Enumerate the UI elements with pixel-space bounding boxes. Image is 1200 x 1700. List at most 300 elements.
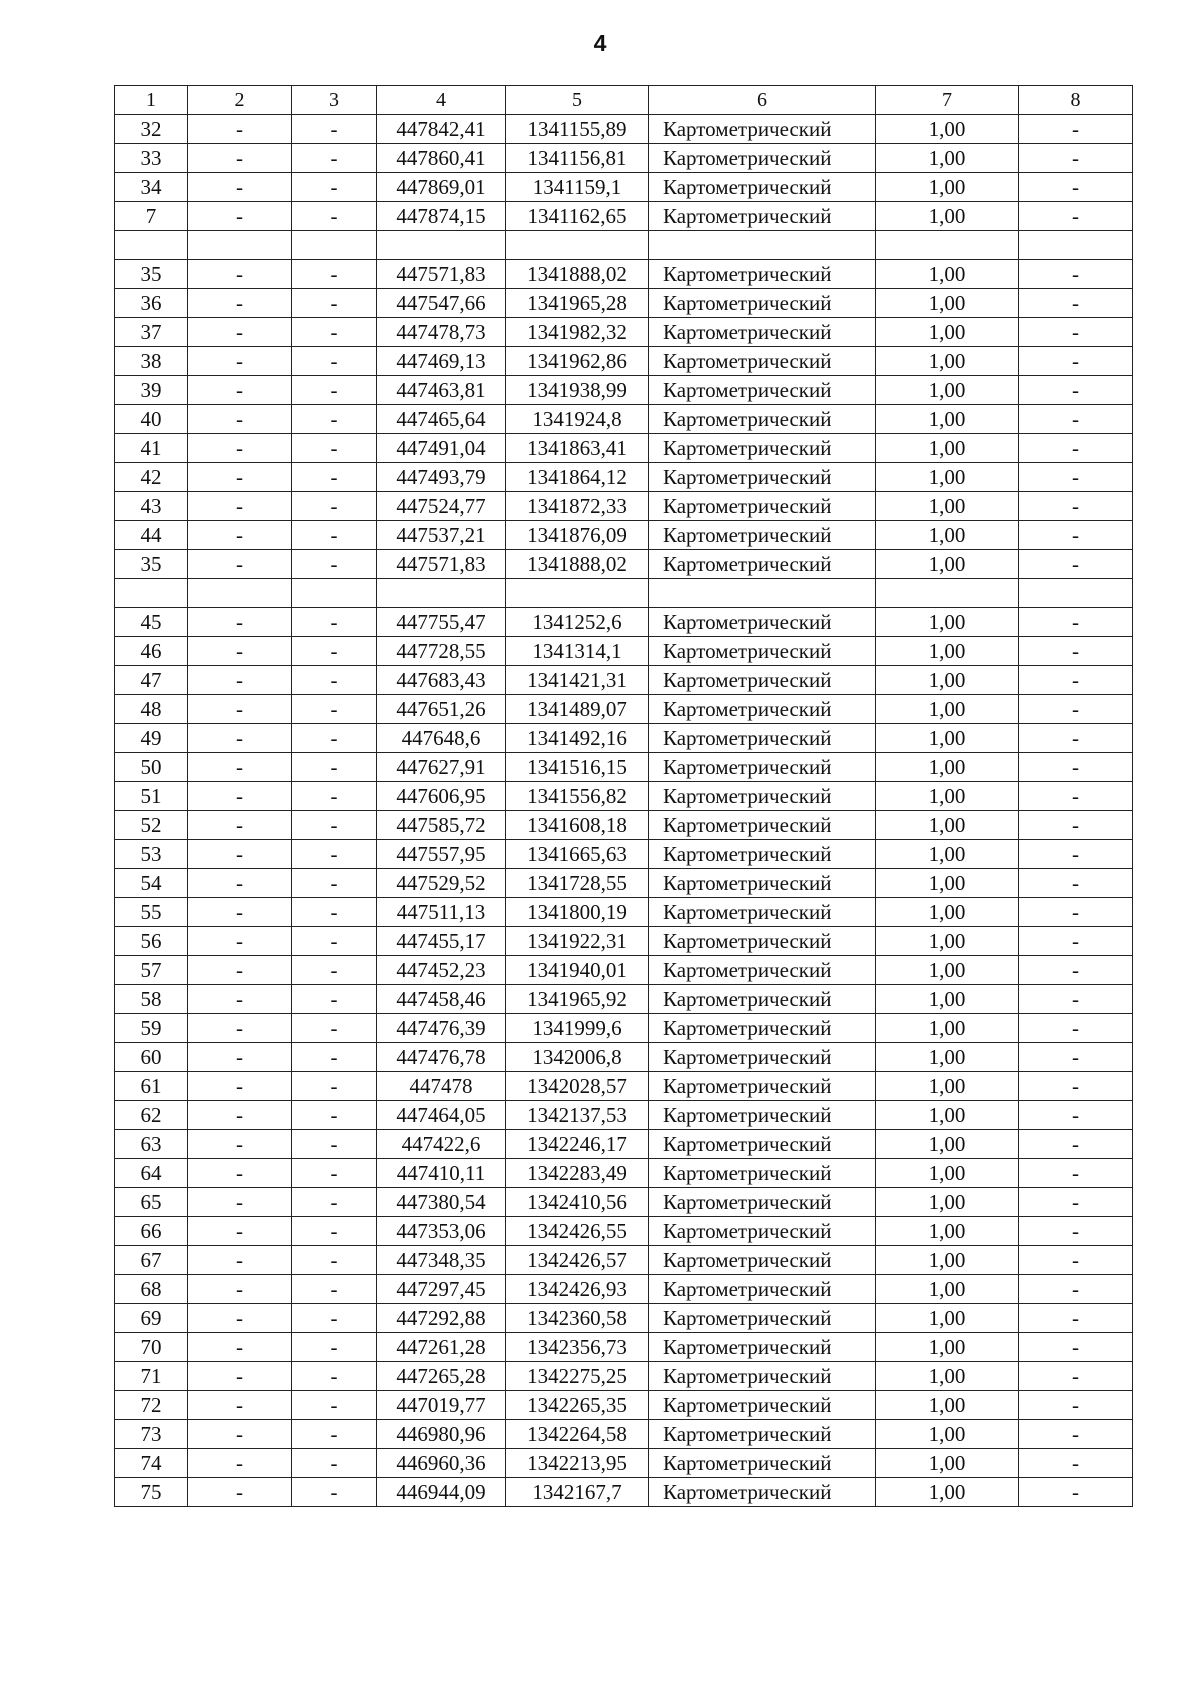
- cell-y-coordinate: 1341965,28: [506, 289, 649, 318]
- cell-accuracy: 1,00: [876, 1159, 1019, 1188]
- cell-method: Картометрический: [649, 1188, 876, 1217]
- table-row: [115, 202, 1133, 231]
- cell-accuracy: 1,00: [876, 1246, 1019, 1275]
- cell-x-coordinate: 447524,77: [377, 492, 506, 521]
- cell-col-8: -: [1019, 927, 1133, 956]
- table-row: [115, 956, 1133, 985]
- cell-col-3: -: [292, 173, 377, 202]
- cell-method: Картометрический: [649, 1130, 876, 1159]
- table-row: [115, 1478, 1133, 1507]
- cell-x-coordinate: 447465,64: [377, 405, 506, 434]
- cell-x-coordinate: 447380,54: [377, 1188, 506, 1217]
- table-row: [115, 144, 1133, 173]
- cell-point-number: 74: [115, 1449, 188, 1478]
- cell-col-2: -: [188, 869, 292, 898]
- table-row: [115, 1304, 1133, 1333]
- cell-col-3: -: [292, 1304, 377, 1333]
- table-body: [115, 115, 1133, 1507]
- table-row: [115, 550, 1133, 579]
- cell-accuracy: 1,00: [876, 1101, 1019, 1130]
- cell-point-number: 66: [115, 1217, 188, 1246]
- cell-x-coordinate: 447478,73: [377, 318, 506, 347]
- table-row: [115, 463, 1133, 492]
- cell-col-3: -: [292, 666, 377, 695]
- cell-point-number: 75: [115, 1478, 188, 1507]
- cell-col-2: -: [188, 608, 292, 637]
- cell-col-2: -: [188, 521, 292, 550]
- cell-accuracy: 1,00: [876, 782, 1019, 811]
- cell-y-coordinate: 1342213,95: [506, 1449, 649, 1478]
- cell-col-2: -: [188, 1275, 292, 1304]
- cell-y-coordinate: 1342246,17: [506, 1130, 649, 1159]
- cell-col-3: -: [292, 1449, 377, 1478]
- cell-col-8: -: [1019, 1159, 1133, 1188]
- cell-y-coordinate: 1341314,1: [506, 637, 649, 666]
- cell-col-3: -: [292, 898, 377, 927]
- cell-method: Картометрический: [649, 956, 876, 985]
- cell-x-coordinate: 447292,88: [377, 1304, 506, 1333]
- cell-col-2: -: [188, 260, 292, 289]
- column-header-8: 8: [1019, 86, 1133, 115]
- cell-method: Картометрический: [649, 898, 876, 927]
- cell-point-number: 37: [115, 318, 188, 347]
- cell-x-coordinate: 447476,39: [377, 1014, 506, 1043]
- cell-method: Картометрический: [649, 1014, 876, 1043]
- cell-col-3: -: [292, 376, 377, 405]
- cell-x-coordinate: 446944,09: [377, 1478, 506, 1507]
- cell-point-number: 58: [115, 985, 188, 1014]
- table-row: [115, 1014, 1133, 1043]
- cell-col-3: -: [292, 1246, 377, 1275]
- table-row: [115, 666, 1133, 695]
- cell-accuracy: 1,00: [876, 1333, 1019, 1362]
- cell-col-8: -: [1019, 637, 1133, 666]
- table-row: [115, 1391, 1133, 1420]
- cell-col-2: -: [188, 666, 292, 695]
- cell-col-3: -: [292, 724, 377, 753]
- cell-x-coordinate: 446980,96: [377, 1420, 506, 1449]
- cell-x-coordinate: 447265,28: [377, 1362, 506, 1391]
- cell-col-3: -: [292, 1275, 377, 1304]
- cell-accuracy: 1,00: [876, 956, 1019, 985]
- cell-method: Картометрический: [649, 811, 876, 840]
- table-row: [115, 608, 1133, 637]
- cell-col-2: -: [188, 1478, 292, 1507]
- cell-method: Картометрический: [649, 1275, 876, 1304]
- cell-accuracy: 1,00: [876, 724, 1019, 753]
- cell-x-coordinate: 447348,35: [377, 1246, 506, 1275]
- cell-x-coordinate: 446960,36: [377, 1449, 506, 1478]
- cell-x-coordinate: 447452,23: [377, 956, 506, 985]
- cell-accuracy: 1,00: [876, 695, 1019, 724]
- table-row: [115, 289, 1133, 318]
- cell-point-number: 68: [115, 1275, 188, 1304]
- cell-point-number: 54: [115, 869, 188, 898]
- cell-accuracy: 1,00: [876, 1449, 1019, 1478]
- table-row: [115, 492, 1133, 521]
- cell-col-2: -: [188, 1304, 292, 1333]
- cell-method: Картометрический: [649, 782, 876, 811]
- cell-col-3: -: [292, 463, 377, 492]
- table-row: [115, 985, 1133, 1014]
- cell-col-3: -: [292, 202, 377, 231]
- table-row: [115, 1130, 1133, 1159]
- cell-accuracy: 1,00: [876, 492, 1019, 521]
- cell-accuracy: 1,00: [876, 1362, 1019, 1391]
- cell-col-2: -: [188, 1101, 292, 1130]
- cell-y-coordinate: 1341665,63: [506, 840, 649, 869]
- table-row: [115, 347, 1133, 376]
- cell-y-coordinate: 1341421,31: [506, 666, 649, 695]
- cell-x-coordinate: 447585,72: [377, 811, 506, 840]
- cell-x-coordinate: 447728,55: [377, 637, 506, 666]
- cell-y-coordinate: 1341516,15: [506, 753, 649, 782]
- cell-method: [649, 231, 876, 260]
- cell-col-2: -: [188, 898, 292, 927]
- cell-col-3: -: [292, 753, 377, 782]
- cell-accuracy: 1,00: [876, 753, 1019, 782]
- cell-col-8: -: [1019, 492, 1133, 521]
- cell-point-number: 47: [115, 666, 188, 695]
- cell-method: Картометрический: [649, 695, 876, 724]
- cell-accuracy: 1,00: [876, 1304, 1019, 1333]
- cell-x-coordinate: 447874,15: [377, 202, 506, 231]
- cell-x-coordinate: [377, 231, 506, 260]
- cell-point-number: 65: [115, 1188, 188, 1217]
- cell-x-coordinate: 447537,21: [377, 521, 506, 550]
- cell-col-3: -: [292, 1014, 377, 1043]
- cell-x-coordinate: 447627,91: [377, 753, 506, 782]
- cell-point-number: 45: [115, 608, 188, 637]
- table-row: [115, 637, 1133, 666]
- cell-method: Картометрический: [649, 115, 876, 144]
- cell-col-8: -: [1019, 260, 1133, 289]
- column-header-3: 3: [292, 86, 377, 115]
- table-row: [115, 811, 1133, 840]
- table-row: [115, 1159, 1133, 1188]
- cell-col-2: -: [188, 927, 292, 956]
- cell-method: Картометрический: [649, 927, 876, 956]
- cell-y-coordinate: 1342283,49: [506, 1159, 649, 1188]
- cell-y-coordinate: 1341872,33: [506, 492, 649, 521]
- cell-col-3: [292, 231, 377, 260]
- cell-point-number: 51: [115, 782, 188, 811]
- cell-accuracy: 1,00: [876, 869, 1019, 898]
- cell-col-2: -: [188, 347, 292, 376]
- table-row: [115, 173, 1133, 202]
- cell-point-number: 40: [115, 405, 188, 434]
- cell-y-coordinate: 1342006,8: [506, 1043, 649, 1072]
- cell-x-coordinate: 447571,83: [377, 260, 506, 289]
- cell-accuracy: 1,00: [876, 1188, 1019, 1217]
- cell-y-coordinate: 1341888,02: [506, 550, 649, 579]
- cell-col-2: -: [188, 405, 292, 434]
- table-row: [115, 695, 1133, 724]
- cell-col-2: -: [188, 1333, 292, 1362]
- cell-y-coordinate: 1341252,6: [506, 608, 649, 637]
- cell-point-number: 46: [115, 637, 188, 666]
- cell-col-3: -: [292, 405, 377, 434]
- cell-y-coordinate: 1342264,58: [506, 1420, 649, 1449]
- cell-x-coordinate: 447860,41: [377, 144, 506, 173]
- cell-col-2: [188, 231, 292, 260]
- cell-accuracy: 1,00: [876, 608, 1019, 637]
- cell-accuracy: 1,00: [876, 1014, 1019, 1043]
- cell-y-coordinate: 1341608,18: [506, 811, 649, 840]
- cell-point-number: 34: [115, 173, 188, 202]
- cell-x-coordinate: 447422,6: [377, 1130, 506, 1159]
- cell-accuracy: 1,00: [876, 1391, 1019, 1420]
- cell-point-number: 59: [115, 1014, 188, 1043]
- cell-col-3: -: [292, 1188, 377, 1217]
- table-row: [115, 1420, 1133, 1449]
- cell-method: Картометрический: [649, 434, 876, 463]
- cell-point-number: 52: [115, 811, 188, 840]
- table-row: [115, 405, 1133, 434]
- cell-x-coordinate: 447651,26: [377, 695, 506, 724]
- cell-method: Картометрический: [649, 1478, 876, 1507]
- cell-col-8: -: [1019, 289, 1133, 318]
- cell-col-3: -: [292, 782, 377, 811]
- cell-accuracy: 1,00: [876, 1217, 1019, 1246]
- cell-col-3: -: [292, 144, 377, 173]
- cell-method: Картометрический: [649, 289, 876, 318]
- cell-y-coordinate: 1341999,6: [506, 1014, 649, 1043]
- cell-point-number: 50: [115, 753, 188, 782]
- cell-accuracy: 1,00: [876, 521, 1019, 550]
- cell-x-coordinate: 447469,13: [377, 347, 506, 376]
- cell-y-coordinate: 1341982,32: [506, 318, 649, 347]
- cell-x-coordinate: 447606,95: [377, 782, 506, 811]
- cell-x-coordinate: 447683,43: [377, 666, 506, 695]
- cell-col-2: -: [188, 1130, 292, 1159]
- cell-col-3: -: [292, 550, 377, 579]
- cell-accuracy: 1,00: [876, 115, 1019, 144]
- table-row: [115, 1246, 1133, 1275]
- cell-col-2: -: [188, 840, 292, 869]
- cell-method: Картометрический: [649, 202, 876, 231]
- cell-y-coordinate: 1342426,93: [506, 1275, 649, 1304]
- cell-method: Картометрический: [649, 608, 876, 637]
- cell-col-8: -: [1019, 1043, 1133, 1072]
- cell-col-8: -: [1019, 1362, 1133, 1391]
- cell-accuracy: 1,00: [876, 898, 1019, 927]
- cell-col-8: -: [1019, 1217, 1133, 1246]
- cell-col-8: -: [1019, 782, 1133, 811]
- cell-method: Картометрический: [649, 666, 876, 695]
- cell-accuracy: 1,00: [876, 840, 1019, 869]
- cell-col-2: -: [188, 753, 292, 782]
- cell-col-3: -: [292, 840, 377, 869]
- cell-y-coordinate: 1342275,25: [506, 1362, 649, 1391]
- cell-y-coordinate: 1342028,57: [506, 1072, 649, 1101]
- cell-point-number: 73: [115, 1420, 188, 1449]
- table-row: [115, 898, 1133, 927]
- cell-x-coordinate: 447410,11: [377, 1159, 506, 1188]
- cell-method: Картометрический: [649, 1217, 876, 1246]
- cell-col-2: -: [188, 173, 292, 202]
- cell-col-2: -: [188, 637, 292, 666]
- cell-col-8: -: [1019, 1304, 1133, 1333]
- cell-y-coordinate: 1342265,35: [506, 1391, 649, 1420]
- cell-method: Картометрический: [649, 376, 876, 405]
- cell-method: Картометрический: [649, 753, 876, 782]
- cell-col-8: -: [1019, 521, 1133, 550]
- cell-method: Картометрический: [649, 1304, 876, 1333]
- cell-point-number: 36: [115, 289, 188, 318]
- column-header-7: 7: [876, 86, 1019, 115]
- column-header-1: 1: [115, 86, 188, 115]
- cell-point-number: 7: [115, 202, 188, 231]
- cell-method: Картометрический: [649, 1159, 876, 1188]
- cell-col-8: -: [1019, 1275, 1133, 1304]
- cell-x-coordinate: 447648,6: [377, 724, 506, 753]
- cell-col-3: -: [292, 260, 377, 289]
- cell-col-8: -: [1019, 1449, 1133, 1478]
- cell-method: Картометрический: [649, 1101, 876, 1130]
- cell-x-coordinate: 447458,46: [377, 985, 506, 1014]
- cell-method: Картометрический: [649, 260, 876, 289]
- cell-point-number: 67: [115, 1246, 188, 1275]
- cell-method: Картометрический: [649, 1043, 876, 1072]
- cell-accuracy: 1,00: [876, 1420, 1019, 1449]
- cell-x-coordinate: 447478: [377, 1072, 506, 1101]
- cell-x-coordinate: 447491,04: [377, 434, 506, 463]
- cell-method: Картометрический: [649, 637, 876, 666]
- cell-method: Картометрический: [649, 1449, 876, 1478]
- cell-col-2: -: [188, 202, 292, 231]
- cell-col-2: -: [188, 1159, 292, 1188]
- cell-point-number: 62: [115, 1101, 188, 1130]
- cell-point-number: 69: [115, 1304, 188, 1333]
- cell-method: Картометрический: [649, 1246, 876, 1275]
- cell-col-8: -: [1019, 202, 1133, 231]
- cell-col-2: -: [188, 1043, 292, 1072]
- cell-point-number: 70: [115, 1333, 188, 1362]
- cell-col-2: -: [188, 1072, 292, 1101]
- cell-col-3: -: [292, 347, 377, 376]
- cell-y-coordinate: 1341876,09: [506, 521, 649, 550]
- cell-accuracy: 1,00: [876, 434, 1019, 463]
- cell-x-coordinate: 447297,45: [377, 1275, 506, 1304]
- cell-col-8: -: [1019, 1188, 1133, 1217]
- cell-method: Картометрический: [649, 1362, 876, 1391]
- cell-y-coordinate: 1341159,1: [506, 173, 649, 202]
- cell-col-8: -: [1019, 318, 1133, 347]
- cell-method: Картометрический: [649, 1072, 876, 1101]
- cell-col-3: -: [292, 434, 377, 463]
- cell-col-3: -: [292, 1217, 377, 1246]
- cell-method: Картометрический: [649, 869, 876, 898]
- cell-col-8: -: [1019, 1130, 1133, 1159]
- cell-accuracy: 1,00: [876, 1072, 1019, 1101]
- cell-accuracy: 1,00: [876, 173, 1019, 202]
- cell-accuracy: 1,00: [876, 376, 1019, 405]
- cell-col-8: -: [1019, 724, 1133, 753]
- cell-accuracy: 1,00: [876, 637, 1019, 666]
- table-row: [115, 724, 1133, 753]
- cell-method: Картометрический: [649, 840, 876, 869]
- cell-x-coordinate: 447755,47: [377, 608, 506, 637]
- cell-col-3: -: [292, 115, 377, 144]
- cell-point-number: 72: [115, 1391, 188, 1420]
- cell-col-3: [292, 579, 377, 608]
- cell-col-2: -: [188, 724, 292, 753]
- table-row: [115, 1188, 1133, 1217]
- cell-x-coordinate: 447529,52: [377, 869, 506, 898]
- cell-accuracy: 1,00: [876, 550, 1019, 579]
- coordinates-table: [114, 85, 1133, 1507]
- cell-col-2: -: [188, 782, 292, 811]
- cell-point-number: 35: [115, 550, 188, 579]
- cell-x-coordinate: 447547,66: [377, 289, 506, 318]
- cell-method: Картометрический: [649, 1420, 876, 1449]
- cell-col-2: -: [188, 1362, 292, 1391]
- cell-method: Картометрический: [649, 985, 876, 1014]
- cell-y-coordinate: 1341156,81: [506, 144, 649, 173]
- cell-x-coordinate: 447261,28: [377, 1333, 506, 1362]
- cell-method: Картометрический: [649, 463, 876, 492]
- cell-y-coordinate: 1341863,41: [506, 434, 649, 463]
- cell-col-8: -: [1019, 1391, 1133, 1420]
- cell-col-3: -: [292, 869, 377, 898]
- cell-y-coordinate: 1342137,53: [506, 1101, 649, 1130]
- cell-method: Картометрический: [649, 405, 876, 434]
- cell-col-3: -: [292, 521, 377, 550]
- cell-col-2: -: [188, 695, 292, 724]
- cell-col-8: -: [1019, 550, 1133, 579]
- cell-col-3: -: [292, 1130, 377, 1159]
- table-row: [115, 782, 1133, 811]
- cell-method: Картометрический: [649, 521, 876, 550]
- cell-y-coordinate: 1341800,19: [506, 898, 649, 927]
- cell-y-coordinate: 1341888,02: [506, 260, 649, 289]
- cell-col-2: -: [188, 550, 292, 579]
- cell-col-3: -: [292, 637, 377, 666]
- cell-point-number: [115, 579, 188, 608]
- cell-point-number: 41: [115, 434, 188, 463]
- table-row: [115, 1072, 1133, 1101]
- cell-x-coordinate: 447463,81: [377, 376, 506, 405]
- cell-y-coordinate: [506, 231, 649, 260]
- cell-col-2: -: [188, 376, 292, 405]
- cell-point-number: 71: [115, 1362, 188, 1391]
- cell-col-2: -: [188, 1449, 292, 1478]
- cell-accuracy: 1,00: [876, 666, 1019, 695]
- cell-y-coordinate: 1342167,7: [506, 1478, 649, 1507]
- cell-accuracy: 1,00: [876, 985, 1019, 1014]
- cell-method: Картометрический: [649, 173, 876, 202]
- cell-col-3: -: [292, 289, 377, 318]
- cell-col-8: -: [1019, 1072, 1133, 1101]
- cell-col-2: -: [188, 1420, 292, 1449]
- cell-y-coordinate: 1341162,65: [506, 202, 649, 231]
- table-row: [115, 376, 1133, 405]
- column-header-2: 2: [188, 86, 292, 115]
- cell-col-8: -: [1019, 840, 1133, 869]
- cell-col-8: -: [1019, 898, 1133, 927]
- cell-col-2: -: [188, 1188, 292, 1217]
- cell-accuracy: [876, 579, 1019, 608]
- page-number: 4: [593, 30, 607, 56]
- cell-point-number: 48: [115, 695, 188, 724]
- cell-x-coordinate: [377, 579, 506, 608]
- cell-col-8: -: [1019, 1420, 1133, 1449]
- cell-point-number: 44: [115, 521, 188, 550]
- column-header-5: 5: [506, 86, 649, 115]
- cell-accuracy: 1,00: [876, 1275, 1019, 1304]
- table-row: [115, 927, 1133, 956]
